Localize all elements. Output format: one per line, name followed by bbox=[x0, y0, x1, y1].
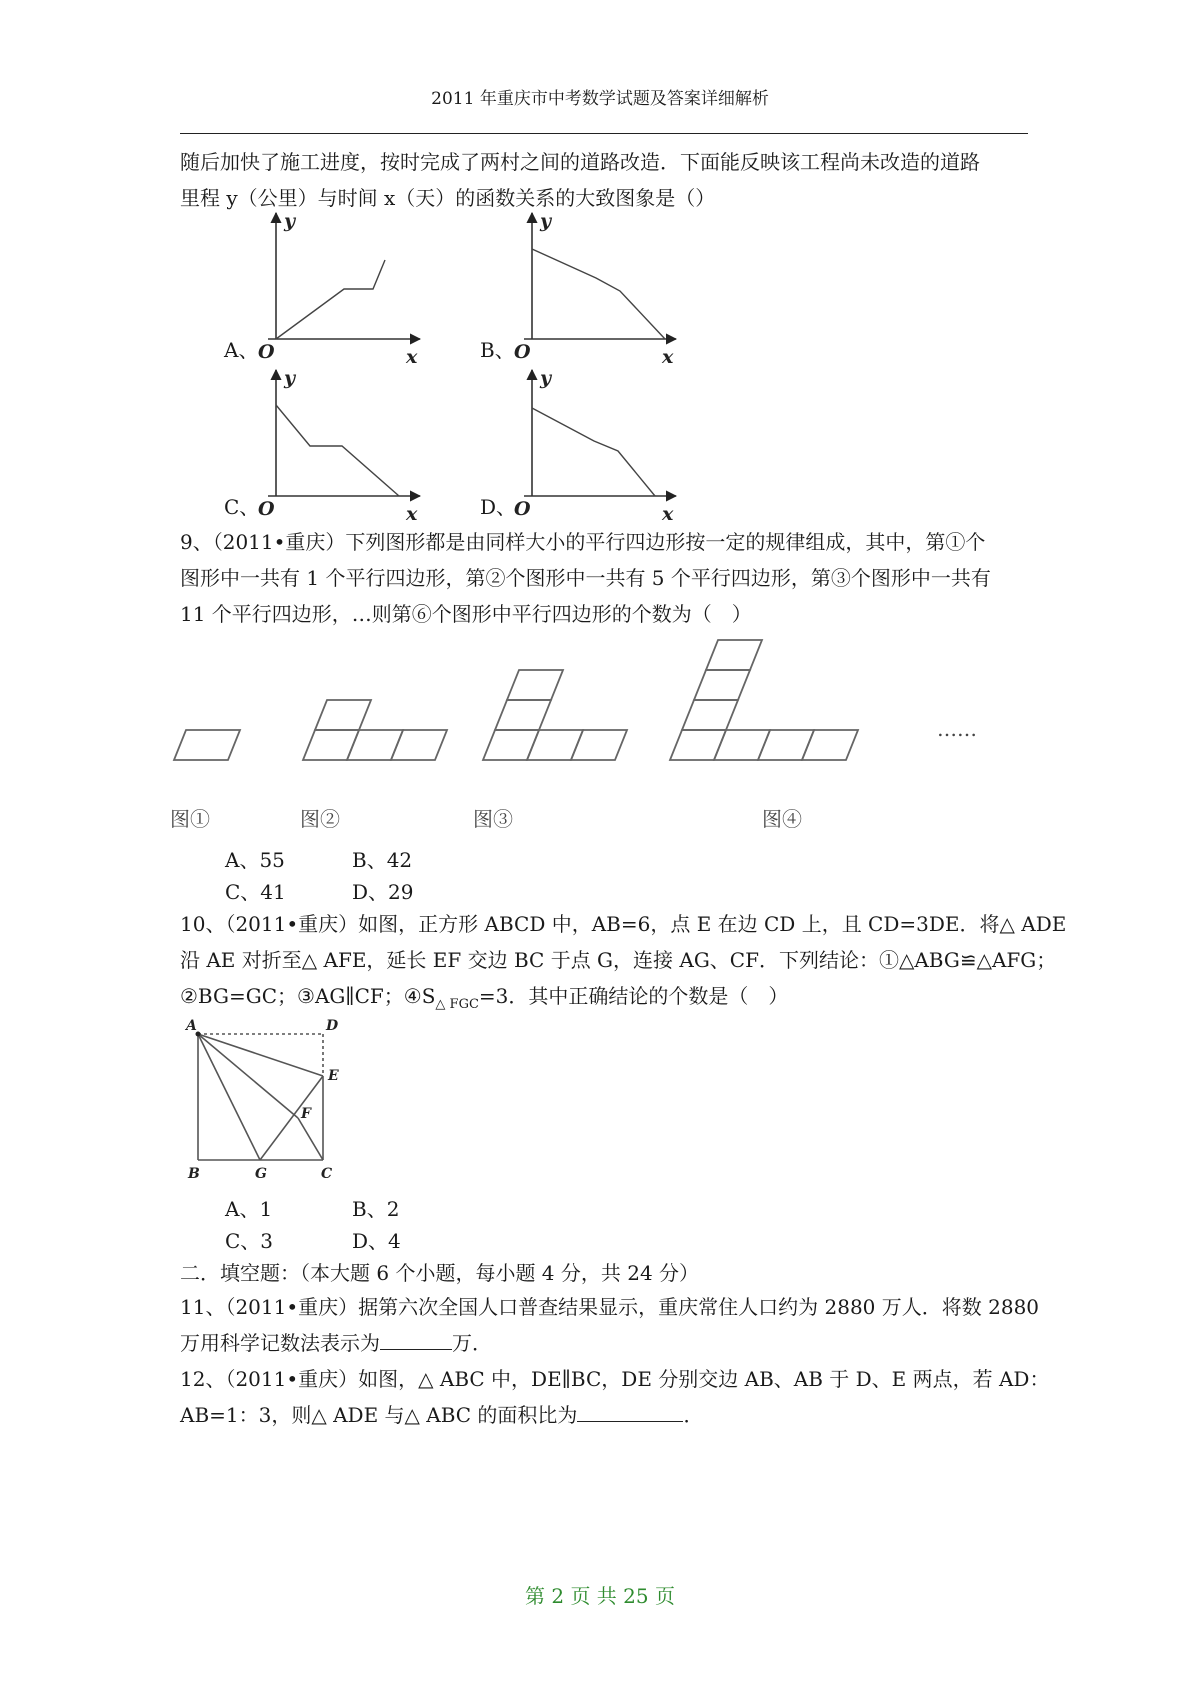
pattern-ellipsis: …… bbox=[937, 717, 977, 741]
graph-a-origin: O bbox=[258, 341, 275, 363]
graph-c-x-label: x bbox=[406, 503, 418, 525]
header-divider bbox=[180, 133, 1028, 134]
graph-a-curve bbox=[276, 260, 385, 339]
q10-text-line2: 沿 AE 对折至△ AFE，延长 EF 交边 BC 于点 G，连接 AG、CF．下列结论：①△ABG≌△AFG； bbox=[180, 948, 1057, 972]
point-f-label: F bbox=[301, 1106, 311, 1122]
fig3-caption: 图③ bbox=[473, 807, 513, 831]
fig1-parallelogram bbox=[174, 730, 240, 760]
point-e-label: E bbox=[328, 1068, 339, 1084]
q9-text-line1: 9、（2011•重庆）下列图形都是由同样大小的平行四边形按一定的规律组成，其中，第①个 bbox=[180, 530, 986, 554]
q11-answer-blank bbox=[380, 1331, 452, 1350]
q10-option-d: D、4 bbox=[352, 1229, 401, 1253]
fig1-caption: 图① bbox=[170, 807, 210, 831]
q10-option-c: C、3 bbox=[225, 1229, 274, 1253]
q9-text-line2: 图形中一共有 1 个平行四边形，第②个图形中一共有 5 个平行四边形，第③个图形中一共有 bbox=[180, 566, 991, 590]
fig2-parallelograms bbox=[303, 700, 447, 760]
q12-text-line2: AB=1：3，则△ ADE 与△ ABC 的面积比为 ． bbox=[180, 1403, 704, 1427]
graph-b-origin: O bbox=[514, 341, 531, 363]
q9-text-line3: 11 个平行四边形，…则第⑥个图形中平行四边形的个数为（ ） bbox=[180, 602, 752, 626]
graph-d-x-label: x bbox=[662, 503, 674, 525]
section-2-title: 二．填空题：（本大题 6 个小题，每小题 4 分，共 24 分） bbox=[180, 1261, 700, 1285]
q11-text-line1: 11、（2011•重庆）据第六次全国人口普查结果显示，重庆常住人口约为 2880 万人．将数 2880 bbox=[180, 1295, 1040, 1319]
q10-square-figure bbox=[180, 1010, 360, 1185]
q8-function-graphs bbox=[180, 208, 700, 528]
point-b-label: B bbox=[188, 1166, 200, 1182]
graph-d-y-label: y bbox=[540, 367, 552, 389]
fig2-caption: 图② bbox=[300, 807, 340, 831]
graph-a-y-label: y bbox=[284, 210, 296, 232]
graph-b-label: B、 bbox=[480, 338, 515, 362]
graph-c-curve bbox=[276, 405, 399, 496]
q10-text-line1: 10、（2011•重庆）如图，正方形 ABCD 中，AB=6，点 E 在边 CD 上，且 CD=3DE．将△ ADE bbox=[180, 912, 1067, 936]
q9-pattern-figures bbox=[170, 630, 990, 840]
graph-c-origin: O bbox=[258, 498, 275, 520]
q10-option-b: B、2 bbox=[352, 1197, 400, 1221]
page-footer: 第 2 页 共 25 页 bbox=[525, 1584, 675, 1608]
q10-option-a: A、1 bbox=[225, 1197, 273, 1221]
q10-text-line3: ②BG=GC；③AG∥CF；$④S_{\triangle FGC}=3$．其中正确结论的个数是（ ） bbox=[180, 984, 789, 1012]
q11-text-line2: 万用科学记数法表示为 万． bbox=[180, 1331, 492, 1355]
q9-option-a: A、55 bbox=[225, 848, 285, 872]
fig4-caption: 图④ bbox=[762, 807, 802, 831]
graph-b-curve bbox=[532, 249, 665, 339]
graph-b-x-label: x bbox=[662, 346, 674, 368]
point-d-label: D bbox=[326, 1018, 339, 1034]
q12-text-line1: 12、（2011•重庆）如图，△ ABC 中，DE∥BC，DE 分别交边 AB、AB 于 D、E 两点，若 AD： bbox=[180, 1367, 1050, 1391]
point-a-label: A bbox=[186, 1018, 197, 1034]
graph-a-label: A、 bbox=[224, 338, 259, 362]
q12-answer-blank bbox=[577, 1403, 683, 1422]
page-header-title: 2011 年重庆市中考数学试题及答案详细解析 bbox=[431, 89, 769, 109]
graph-c-y-label: y bbox=[284, 367, 296, 389]
q8-text-line1: 随后加快了施工进度，按时完成了两村之间的道路改造．下面能反映该工程尚未改造的道路 bbox=[180, 150, 980, 174]
graph-b-y-label: y bbox=[540, 210, 552, 232]
q9-option-d: D、29 bbox=[352, 880, 414, 904]
fig4-parallelograms bbox=[670, 640, 858, 760]
q9-option-b: B、42 bbox=[352, 848, 413, 872]
graph-d-curve bbox=[532, 408, 655, 496]
point-g-label: G bbox=[255, 1166, 267, 1182]
graph-c-label: C、 bbox=[224, 495, 260, 519]
graph-d-origin: O bbox=[514, 498, 531, 520]
q9-option-c: C、41 bbox=[225, 880, 286, 904]
fig3-parallelograms bbox=[483, 670, 627, 760]
point-c-label: C bbox=[321, 1166, 333, 1182]
graph-d-label: D、 bbox=[480, 495, 517, 519]
q8-text-line2: 里程 y（公里）与时间 x（天）的函数关系的大致图象是（） bbox=[180, 186, 716, 210]
graph-a-x-label: x bbox=[406, 346, 418, 368]
